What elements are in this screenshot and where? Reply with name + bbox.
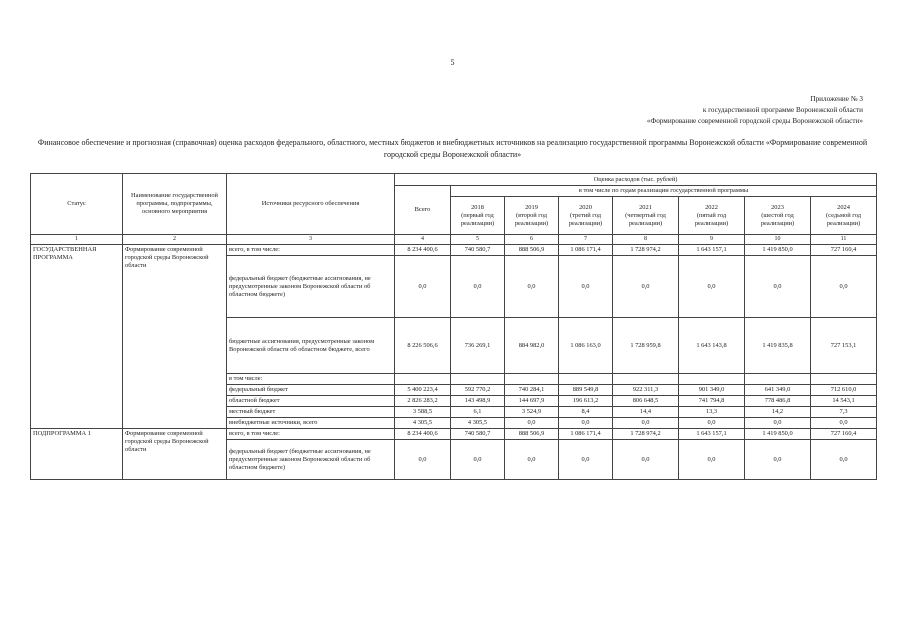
value-cell: 0,0 — [505, 418, 559, 429]
value-cell: 641 349,0 — [745, 385, 811, 396]
total-cell: 0,0 — [395, 256, 451, 318]
column-number: 4 — [395, 235, 451, 245]
source-cell: местный бюджет — [227, 407, 395, 418]
source-cell: всего, в том числе: — [227, 245, 395, 256]
header-year — [811, 197, 877, 235]
value-cell: 144 697,9 — [505, 396, 559, 407]
value-cell: 0,0 — [505, 440, 559, 480]
value-cell — [451, 374, 505, 385]
value-cell: 0,0 — [745, 256, 811, 318]
column-number: 1 — [31, 235, 123, 245]
value-cell: 1 086 171,4 — [559, 429, 613, 440]
column-number-row — [31, 235, 877, 245]
appendix-note — [647, 94, 863, 127]
column-number: 11 — [811, 235, 877, 245]
value-cell: 0,0 — [613, 418, 679, 429]
value-cell: 740 580,7 — [451, 245, 505, 256]
value-cell: 1 086 171,4 — [559, 245, 613, 256]
value-cell: 889 549,8 — [559, 385, 613, 396]
status-cell: ПОДПРОГРАММА 1 — [31, 429, 123, 480]
value-cell: 884 982,0 — [505, 318, 559, 374]
value-cell — [679, 374, 745, 385]
header-by-year: в том числе по годам реализации государственной программы — [451, 186, 877, 197]
year-note: (четвертый год реализации) — [625, 211, 666, 227]
column-number: 5 — [451, 235, 505, 245]
header-year — [745, 197, 811, 235]
value-cell: 806 648,5 — [613, 396, 679, 407]
year-note: (второй год реализации) — [514, 211, 549, 227]
year-label: 2020 — [579, 203, 592, 211]
value-cell: 1 419 835,8 — [745, 318, 811, 374]
source-cell: областной бюджет — [227, 396, 395, 407]
source-cell: федеральный бюджет (бюджетные ассигнования, не предусмотренные законом Воронежской области об областном бюджете) — [227, 256, 395, 318]
year-note: (седьмой год реализации) — [826, 211, 861, 227]
value-cell: 3 524,9 — [505, 407, 559, 418]
total-cell: 8 234 400,6 — [395, 429, 451, 440]
document-title: Финансовое обеспечение и прогнозная (справочная) оценка расходов федерального, областного, местных бюджетов и внебюджетных источников на реализацию государственной программы Воронежской области «Формирование современной городской среды Воронежской области» — [37, 138, 868, 159]
total-cell: 0,0 — [395, 440, 451, 480]
header-total: Всего — [395, 186, 451, 235]
header-status: Статус — [31, 174, 123, 235]
total-cell: 3 588,5 — [395, 407, 451, 418]
value-cell: 922 311,3 — [613, 385, 679, 396]
appendix-line: к государственной программе Воронежской области — [702, 106, 863, 114]
value-cell: 0,0 — [505, 256, 559, 318]
value-cell: 1 643 157,1 — [679, 245, 745, 256]
header-estimate: Оценка расходов (тыс. рублей) — [395, 174, 877, 186]
column-number: 10 — [745, 235, 811, 245]
value-cell: 0,0 — [745, 440, 811, 480]
total-cell: 8 226 506,6 — [395, 318, 451, 374]
value-cell: 14,2 — [745, 407, 811, 418]
value-cell: 0,0 — [679, 418, 745, 429]
value-cell: 901 349,0 — [679, 385, 745, 396]
value-cell: 740 580,7 — [451, 429, 505, 440]
value-cell: 0,0 — [451, 256, 505, 318]
value-cell: 8,4 — [559, 407, 613, 418]
value-cell: 741 794,8 — [679, 396, 745, 407]
value-cell: 7,3 — [811, 407, 877, 418]
value-cell: 727 160,4 — [811, 429, 877, 440]
status-cell: ГОСУДАРСТВЕННАЯ ПРОГРАММА — [31, 245, 123, 429]
table-row — [31, 429, 877, 440]
value-cell: 0,0 — [811, 256, 877, 318]
value-cell: 0,0 — [679, 440, 745, 480]
value-cell: 1 419 850,0 — [745, 429, 811, 440]
value-cell: 14,4 — [613, 407, 679, 418]
value-cell: 888 506,9 — [505, 245, 559, 256]
source-cell: федеральный бюджет (бюджетные ассигнования, не предусмотренные законом Воронежской области об областном бюджете) — [227, 440, 395, 480]
header-name: Наименование государственной программы, подпрограммы, основного мероприятия — [123, 174, 227, 235]
year-note: (третий год реализации) — [568, 211, 603, 227]
value-cell — [559, 374, 613, 385]
value-cell: 0,0 — [811, 418, 877, 429]
value-cell: 0,0 — [811, 440, 877, 480]
column-number: 6 — [505, 235, 559, 245]
value-cell: 143 498,9 — [451, 396, 505, 407]
appendix-line: «Формирование современной городской среды Воронежской области» — [646, 117, 863, 125]
column-number: 8 — [613, 235, 679, 245]
total-cell: 5 400 223,4 — [395, 385, 451, 396]
value-cell: 740 284,1 — [505, 385, 559, 396]
value-cell: 0,0 — [679, 256, 745, 318]
value-cell: 0,0 — [559, 418, 613, 429]
value-cell: 0,0 — [745, 418, 811, 429]
page-number: 5 — [450, 58, 455, 67]
value-cell: 592 770,2 — [451, 385, 505, 396]
column-number: 2 — [123, 235, 227, 245]
value-cell: 1 728 974,2 — [613, 245, 679, 256]
name-cell: Формирование современной городской среды Воронежской области — [123, 245, 227, 429]
value-cell: 0,0 — [613, 256, 679, 318]
value-cell: 778 486,8 — [745, 396, 811, 407]
value-cell: 0,0 — [451, 440, 505, 480]
total-cell — [395, 374, 451, 385]
source-cell: внебюджетные источники, всего — [227, 418, 395, 429]
total-cell: 8 234 400,6 — [395, 245, 451, 256]
header-year — [505, 197, 559, 235]
source-cell: федеральный бюджет — [227, 385, 395, 396]
value-cell: 0,0 — [613, 440, 679, 480]
year-label: 2021 — [639, 203, 652, 211]
value-cell: 1 086 163,0 — [559, 318, 613, 374]
value-cell: 1 643 157,1 — [679, 429, 745, 440]
table-row — [31, 245, 877, 256]
total-cell: 2 826 283,2 — [395, 396, 451, 407]
value-cell: 1 643 143,8 — [679, 318, 745, 374]
value-cell — [505, 374, 559, 385]
year-note: (первый год реализации) — [460, 211, 495, 227]
header-year — [559, 197, 613, 235]
value-cell — [811, 374, 877, 385]
total-cell: 4 305,5 — [395, 418, 451, 429]
value-cell: 0,0 — [559, 440, 613, 480]
value-cell — [745, 374, 811, 385]
value-cell: 727 160,4 — [811, 245, 877, 256]
value-cell: 712 610,0 — [811, 385, 877, 396]
appendix-line: Приложение № 3 — [810, 95, 863, 103]
value-cell: 196 613,2 — [559, 396, 613, 407]
value-cell: 4 305,5 — [451, 418, 505, 429]
year-note: (пятый год реализации) — [694, 211, 729, 227]
year-label: 2024 — [837, 203, 850, 211]
header-year — [613, 197, 679, 235]
value-cell — [613, 374, 679, 385]
name-cell: Формирование современной городской среды Воронежской области — [123, 429, 227, 480]
header-year — [679, 197, 745, 235]
column-number: 9 — [679, 235, 745, 245]
value-cell: 0,0 — [559, 256, 613, 318]
value-cell: 736 269,1 — [451, 318, 505, 374]
header-source: Источники ресурсного обеспечения — [227, 174, 395, 235]
year-label: 2018 — [471, 203, 484, 211]
source-cell: всего, в том числе: — [227, 429, 395, 440]
value-cell: 13,3 — [679, 407, 745, 418]
year-note: (шестой год реализации) — [760, 211, 795, 227]
year-label: 2019 — [525, 203, 538, 211]
value-cell: 1 728 974,2 — [613, 429, 679, 440]
source-cell: бюджетные ассигнования, предусмотренные законом Воронежской области об областном бюджете, всего — [227, 318, 395, 374]
source-cell: в том числе: — [227, 374, 395, 385]
year-label: 2022 — [705, 203, 718, 211]
value-cell: 727 153,1 — [811, 318, 877, 374]
value-cell: 6,1 — [451, 407, 505, 418]
column-number: 7 — [559, 235, 613, 245]
column-number: 3 — [227, 235, 395, 245]
value-cell: 1 419 850,0 — [745, 245, 811, 256]
financing-table — [30, 173, 877, 480]
value-cell: 1 728 959,8 — [613, 318, 679, 374]
value-cell: 888 506,9 — [505, 429, 559, 440]
year-label: 2023 — [771, 203, 784, 211]
value-cell: 14 543,1 — [811, 396, 877, 407]
header-year — [451, 197, 505, 235]
